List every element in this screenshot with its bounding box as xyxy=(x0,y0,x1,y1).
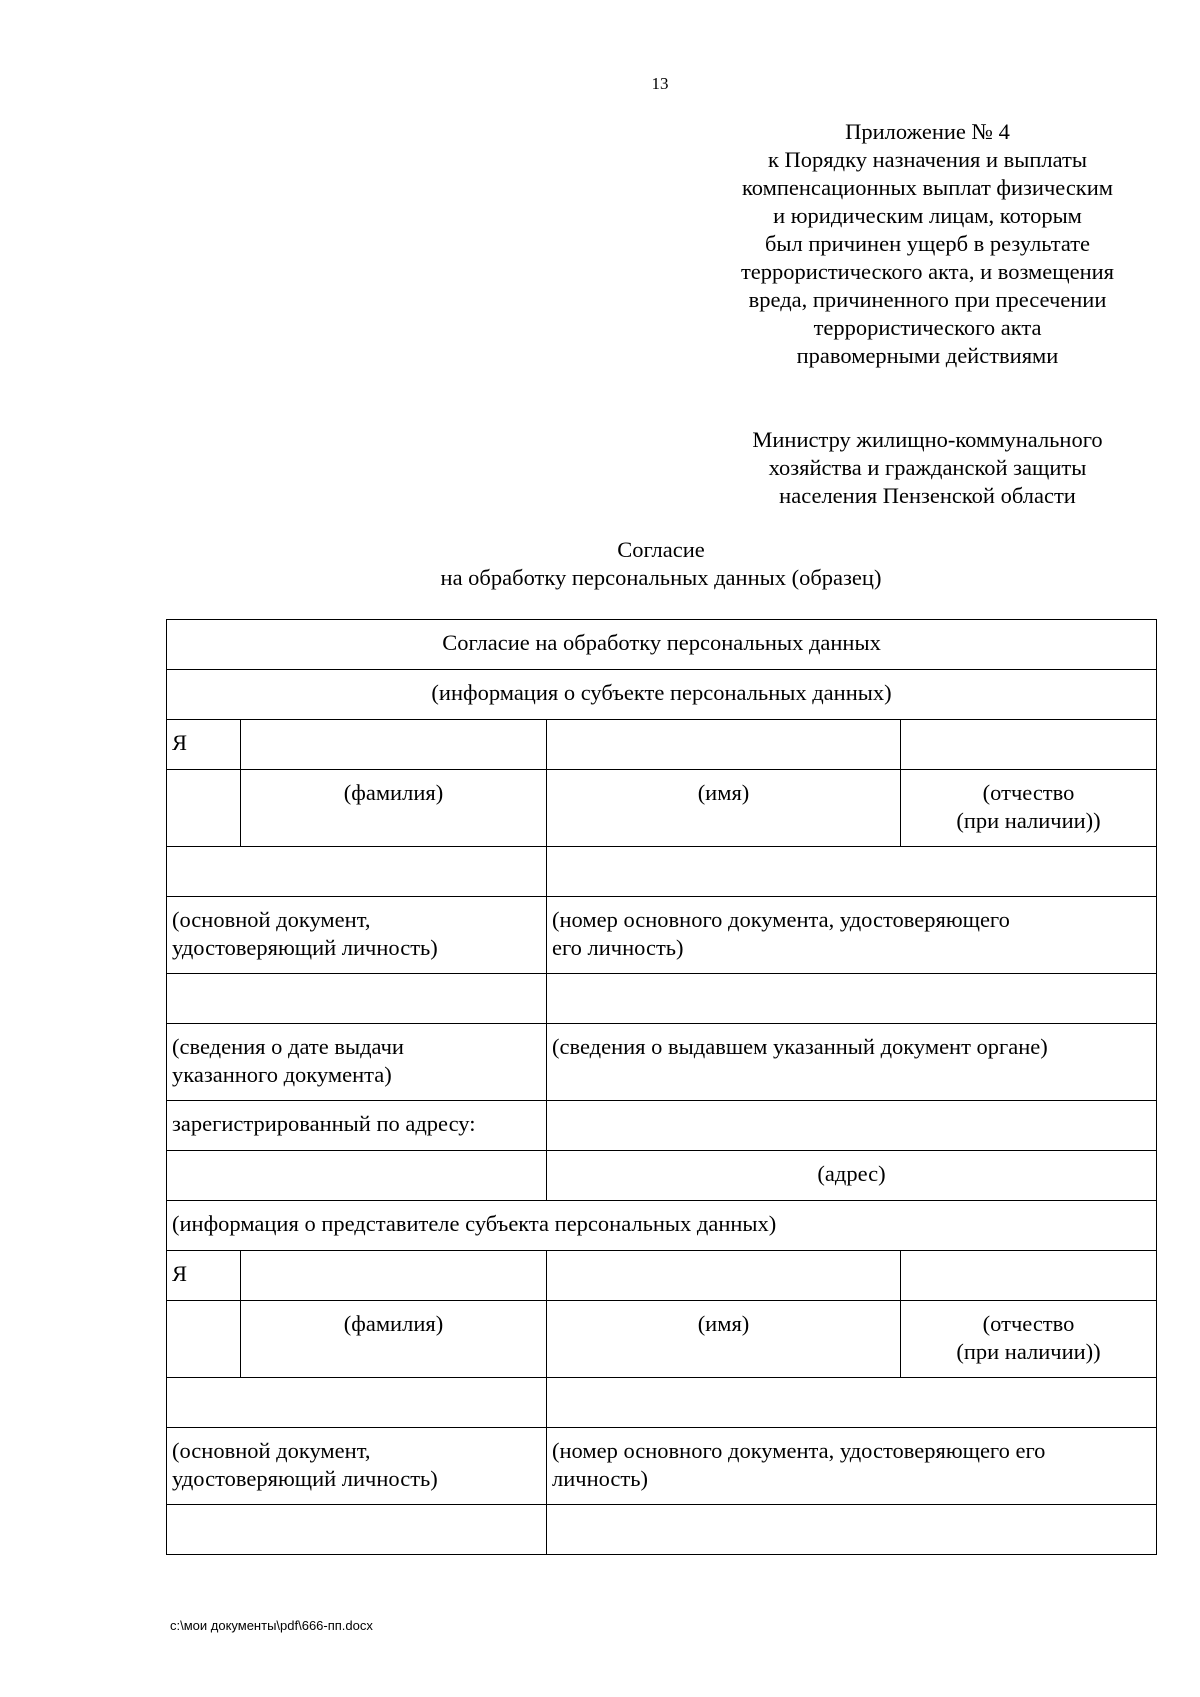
representative-section-title: (информация о представителе субъекта персональных данных) xyxy=(167,1201,1157,1251)
file-path-footer: c:\мои документы\pdf\666-пп.docx xyxy=(170,1618,373,1633)
subject-document-number-field[interactable] xyxy=(547,847,1157,897)
surname-caption: (фамилия) xyxy=(241,1301,547,1378)
address-caption: (адрес) xyxy=(547,1151,1157,1201)
form-header: Согласие на обработку персональных данных xyxy=(167,620,1157,670)
registered-address-field[interactable] xyxy=(547,1101,1157,1151)
subject-patronymic-field[interactable] xyxy=(901,720,1157,770)
blank-cell xyxy=(167,1301,241,1378)
addressee-block xyxy=(700,426,1155,510)
surname-caption: (фамилия) xyxy=(241,770,547,847)
patronymic-caption-line2: (при наличии)) xyxy=(956,1339,1101,1364)
main-document-caption-line2: удостоверяющий личность) xyxy=(172,1466,438,1491)
annex-line: к Порядку назначения и выплаты xyxy=(767,147,1088,172)
document-title xyxy=(166,536,1156,592)
issuer-field[interactable] xyxy=(547,974,1157,1024)
addressee-line: населения Пензенской области xyxy=(779,483,1076,508)
subject-section-title: (информация о субъекте персональных данных) xyxy=(167,670,1157,720)
document-number-caption-line1: (номер основного документа, удостоверяющего его xyxy=(552,1438,1046,1463)
main-document-caption xyxy=(167,1428,547,1505)
main-document-caption-line1: (основной документ, xyxy=(172,1438,371,1463)
annex-line: Приложение № 4 xyxy=(845,119,1010,144)
document-title-line2: на обработку персональных данных (образец) xyxy=(440,565,882,590)
representative-issue-date-field[interactable] xyxy=(167,1505,547,1555)
document-number-caption xyxy=(547,1428,1157,1505)
subject-surname-field[interactable] xyxy=(241,720,547,770)
subject-main-document-field[interactable] xyxy=(167,847,547,897)
ya-label-representative: Я xyxy=(167,1251,241,1301)
representative-name-field[interactable] xyxy=(547,1251,901,1301)
issue-date-field[interactable] xyxy=(167,974,547,1024)
addressee-line: хозяйства и гражданской защиты xyxy=(768,455,1087,480)
document-number-caption xyxy=(547,897,1157,974)
patronymic-caption xyxy=(901,770,1157,847)
main-document-caption-line1: (основной документ, xyxy=(172,907,371,932)
patronymic-caption-line1: (отчество xyxy=(982,780,1075,805)
main-document-caption xyxy=(167,897,547,974)
issue-date-caption-line1: (сведения о дате выдачи xyxy=(172,1034,404,1059)
patronymic-caption-line1: (отчество xyxy=(982,1311,1075,1336)
representative-surname-field[interactable] xyxy=(241,1251,547,1301)
representative-patronymic-field[interactable] xyxy=(901,1251,1157,1301)
annex-line: вреда, причиненного при пресечении xyxy=(748,287,1107,312)
document-number-caption-line2: его личность) xyxy=(552,935,684,960)
main-document-caption-line2: удостоверяющий личность) xyxy=(172,935,438,960)
representative-issuer-field[interactable] xyxy=(547,1505,1157,1555)
consent-form-table xyxy=(166,619,1157,1555)
annex-line: террористического акта xyxy=(813,315,1042,340)
document-number-caption-line1: (номер основного документа, удостоверяющего xyxy=(552,907,1010,932)
representative-document-number-field[interactable] xyxy=(547,1378,1157,1428)
document-number-caption-line2: личность) xyxy=(552,1466,649,1491)
registered-address-label: зарегистрированный по адресу: xyxy=(167,1101,547,1151)
issuer-caption: (сведения о выдавшем указанный документ органе) xyxy=(547,1024,1157,1101)
name-caption: (имя) xyxy=(547,770,901,847)
patronymic-caption xyxy=(901,1301,1157,1378)
page-number: 13 xyxy=(651,74,669,93)
issue-date-caption-line2: указанного документа) xyxy=(172,1062,392,1087)
ya-label: Я xyxy=(167,720,241,770)
annex-line: компенсационных выплат физическим xyxy=(741,175,1114,200)
representative-main-document-field[interactable] xyxy=(167,1378,547,1428)
issue-date-caption xyxy=(167,1024,547,1101)
annex-block xyxy=(700,118,1155,370)
annex-line: правомерными действиями xyxy=(796,343,1059,368)
name-caption: (имя) xyxy=(547,1301,901,1378)
addressee-line: Министру жилищно-коммунального xyxy=(752,427,1103,452)
annex-line: террористического акта, и возмещения xyxy=(740,259,1115,284)
blank-cell xyxy=(167,770,241,847)
patronymic-caption-line2: (при наличии)) xyxy=(956,808,1101,833)
annex-line: и юридическим лицам, которым xyxy=(773,203,1082,228)
document-title-line1: Согласие xyxy=(617,537,705,562)
subject-name-field[interactable] xyxy=(547,720,901,770)
address-field-continued[interactable] xyxy=(167,1151,547,1201)
annex-line: был причинен ущерб в результате xyxy=(764,231,1091,256)
